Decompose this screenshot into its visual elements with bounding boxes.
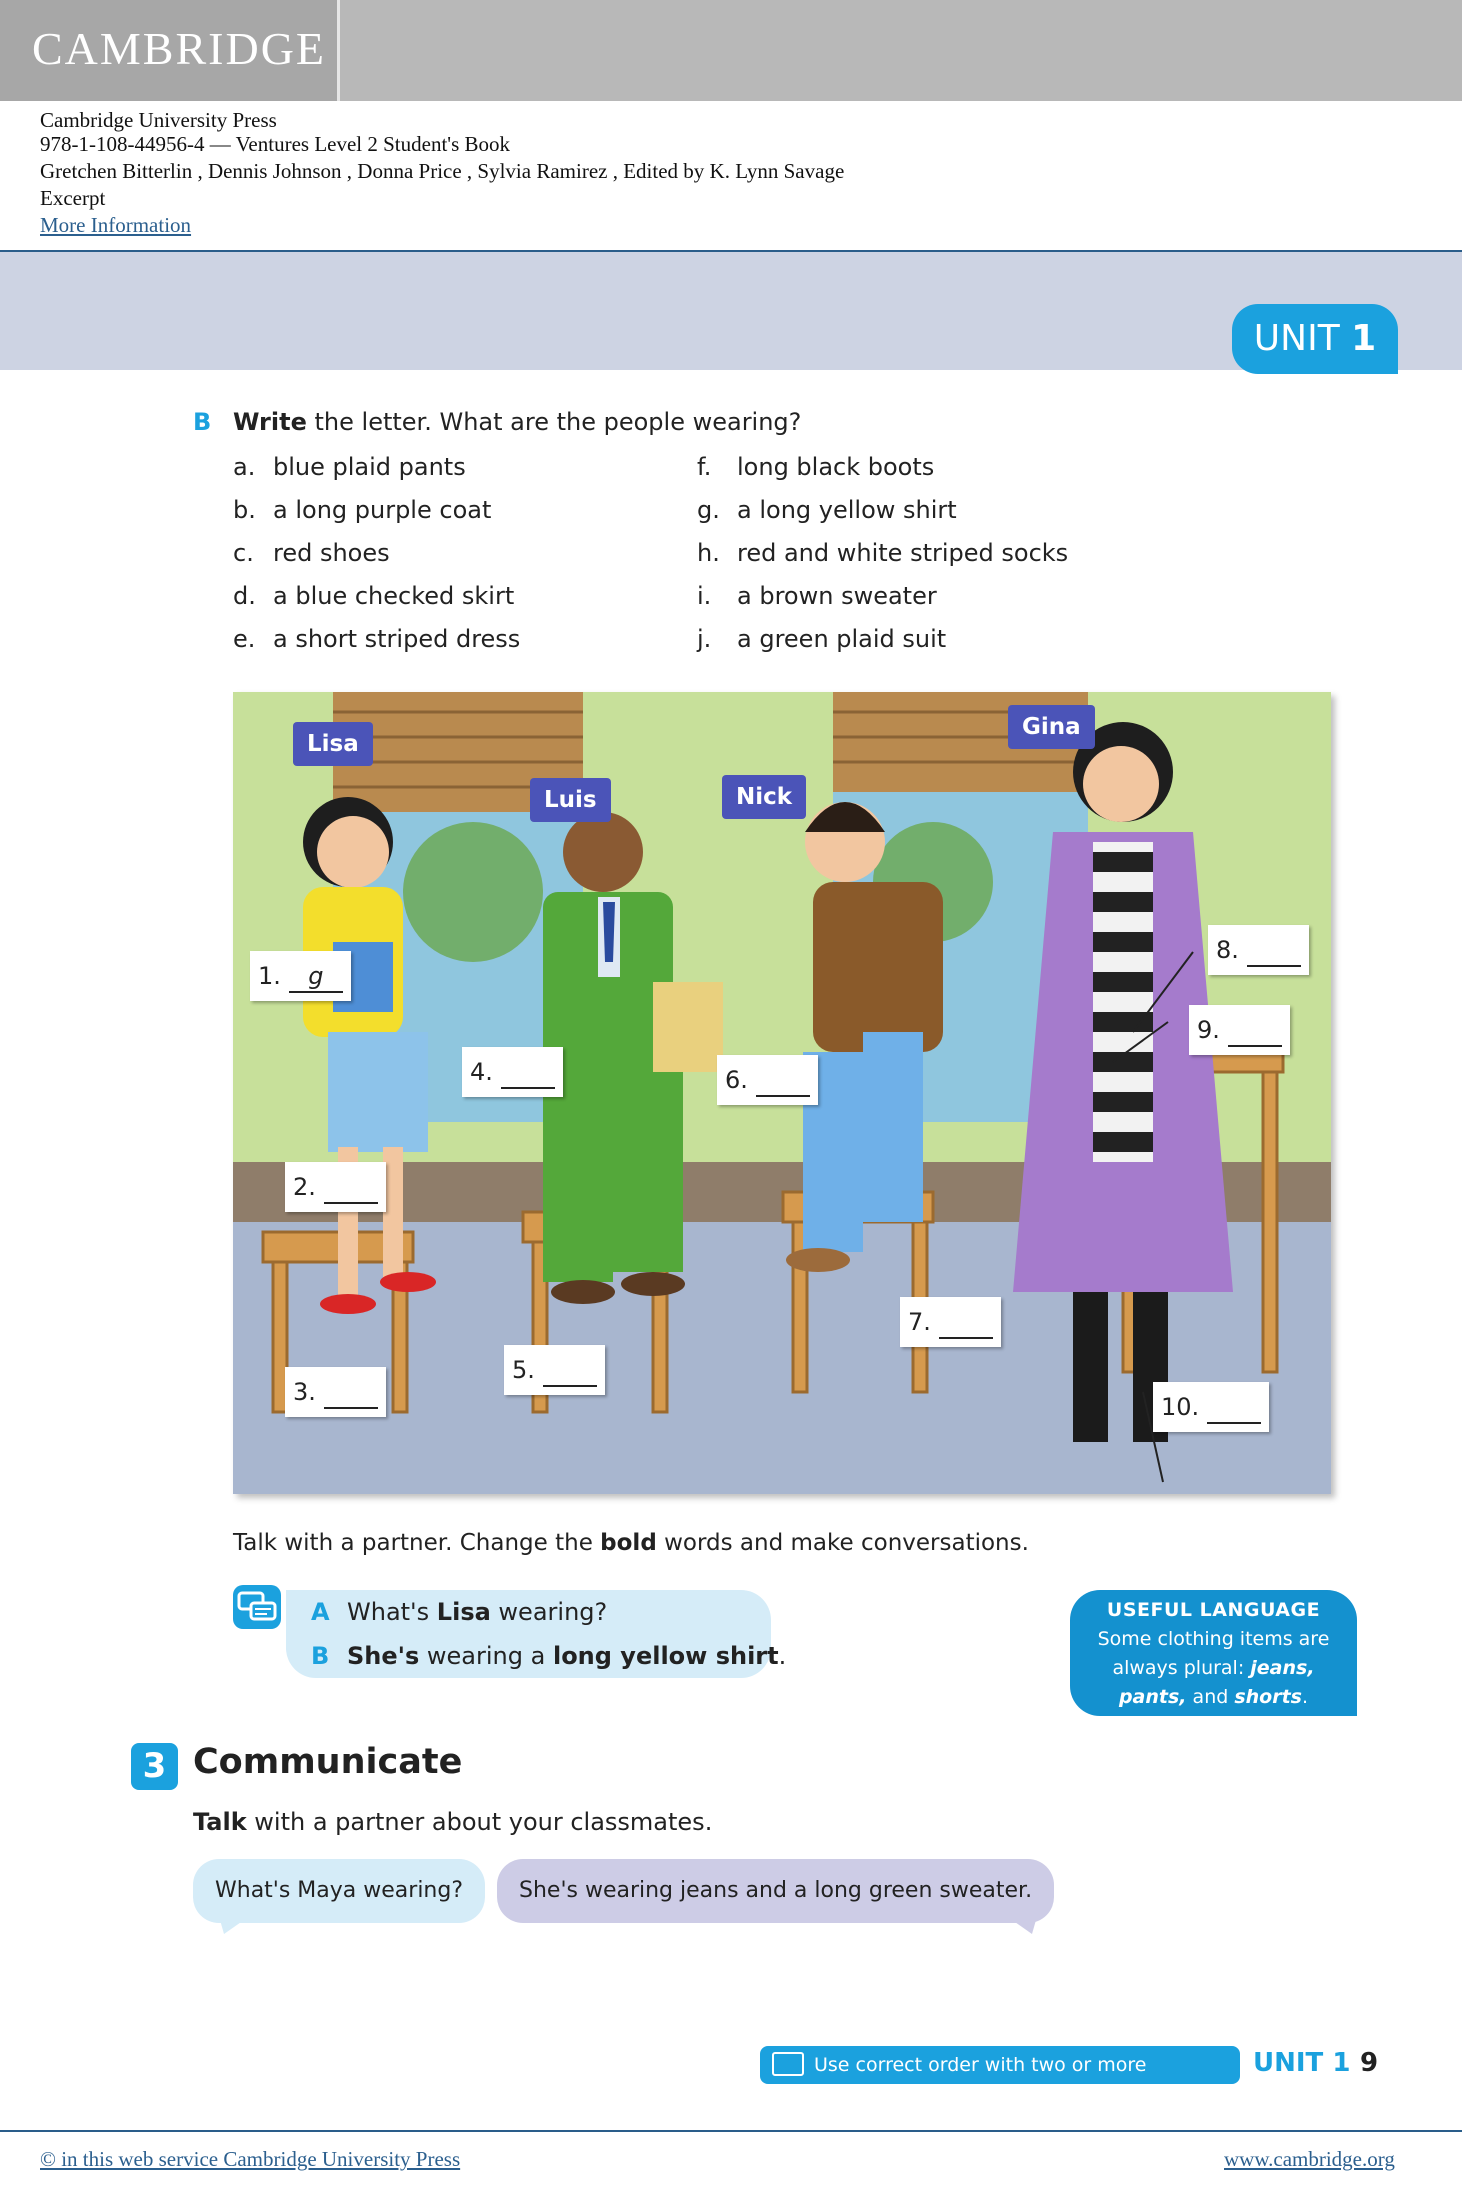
label-box-4: 4. — [462, 1047, 563, 1097]
unit-tab: UNIT 1 — [1232, 304, 1398, 374]
clothing-illustration — [233, 692, 1331, 1494]
list-item: c. red shoes — [233, 539, 390, 567]
list-item: d. a blue checked skirt — [233, 582, 515, 610]
page-number: 9 — [1360, 2048, 1379, 2078]
label-box-6: 6. — [717, 1055, 818, 1105]
answer-blank[interactable]: g — [289, 961, 343, 993]
exercise-instruction: Write the letter. What are the people wearing? — [233, 408, 802, 436]
useful-language-heading: USEFUL LANGUAGE — [1106, 1599, 1321, 1621]
footer-unit: UNIT 1 — [1253, 2048, 1351, 2078]
website-link[interactable]: www.cambridge.org — [1224, 2147, 1395, 2171]
list-item: j. a green plaid suit — [697, 625, 947, 653]
list-item: e. a short striped dress — [233, 625, 521, 653]
cambridge-logo: CAMBRIDGE — [32, 23, 327, 74]
conversation-line-b: B She's wearing a long yellow shirt. — [311, 1642, 787, 1670]
answer-blank[interactable] — [939, 1307, 993, 1339]
label-box-10: 10. — [1153, 1382, 1269, 1432]
footer-divider — [0, 2130, 1462, 2132]
list-item: f. long black boots — [697, 453, 935, 481]
label-box-1: 1. g — [250, 951, 351, 1001]
useful-language-line: Some clothing items are — [1097, 1628, 1330, 1650]
answer-blank[interactable] — [324, 1172, 378, 1204]
label-box-2: 2. — [285, 1162, 386, 1212]
useful-language-line: always plural: jeans, — [1112, 1657, 1315, 1679]
label-box-8: 8. — [1208, 925, 1309, 975]
more-information-link[interactable]: More Information — [40, 213, 192, 237]
authors: Gretchen Bitterlin , Dennis Johnson , Donna Price , Sylvia Ramirez , Edited by K. Lynn Savage — [40, 159, 845, 183]
isbn-title: 978-1-108-44956-4 — Ventures Level 2 Student's Book — [40, 132, 511, 156]
speech-bubble-answer: She's wearing jeans and a long green sweater. — [497, 1859, 1054, 1923]
list-item: h. red and white striped socks — [697, 539, 1069, 567]
label-box-7: 7. — [900, 1297, 1001, 1347]
label-box-5: 5. — [504, 1345, 605, 1395]
answer-blank[interactable] — [1207, 1392, 1261, 1424]
label-box-9: 9. — [1189, 1005, 1290, 1055]
answer-blank[interactable] — [501, 1057, 555, 1089]
list-item: a. blue plaid pants — [233, 453, 466, 481]
useful-language-box — [1070, 1590, 1357, 1716]
conversation-icon — [233, 1585, 281, 1629]
section-title: Communicate — [193, 1742, 463, 1782]
section-number: 3 — [131, 1743, 178, 1790]
label-box-3: 3. — [285, 1367, 386, 1417]
list-item: i. a brown sweater — [697, 582, 937, 610]
list-item: b. a long purple coat — [233, 496, 492, 524]
name-tag-luis: Luis — [530, 778, 611, 822]
bubble-tail — [1012, 1920, 1036, 1936]
answer-blank[interactable] — [1228, 1015, 1282, 1047]
list-item: g. a long yellow shirt — [697, 496, 957, 524]
speech-bubble-question: What's Maya wearing? — [193, 1859, 485, 1923]
communicate-instruction: Talk with a partner about your classmates. — [193, 1808, 713, 1836]
name-tag-lisa: Lisa — [293, 722, 373, 766]
copyright-link[interactable]: © in this web service Cambridge University Press — [40, 2147, 461, 2171]
excerpt-label: Excerpt — [40, 186, 106, 210]
useful-language-line: pants, and shorts. — [1118, 1686, 1309, 1708]
name-tag-nick: Nick — [722, 775, 806, 819]
name-tag-gina: Gina — [1008, 705, 1095, 749]
answer-blank[interactable] — [324, 1377, 378, 1409]
answer-blank[interactable] — [543, 1355, 597, 1387]
conversation-line-a: A What's Lisa wearing? — [311, 1598, 608, 1626]
answer-blank[interactable] — [1247, 935, 1301, 967]
book-icon — [772, 2052, 804, 2076]
answer-blank[interactable] — [756, 1065, 810, 1097]
grammar-tip: Use correct order with two or more adjectives — [760, 2046, 1240, 2084]
bubble-tail — [220, 1920, 244, 1936]
talk-instruction: Talk with a partner. Change the bold words and make conversations. — [233, 1530, 1029, 1556]
exercise-letter: B — [193, 408, 212, 436]
publisher: Cambridge University Press — [40, 108, 277, 132]
